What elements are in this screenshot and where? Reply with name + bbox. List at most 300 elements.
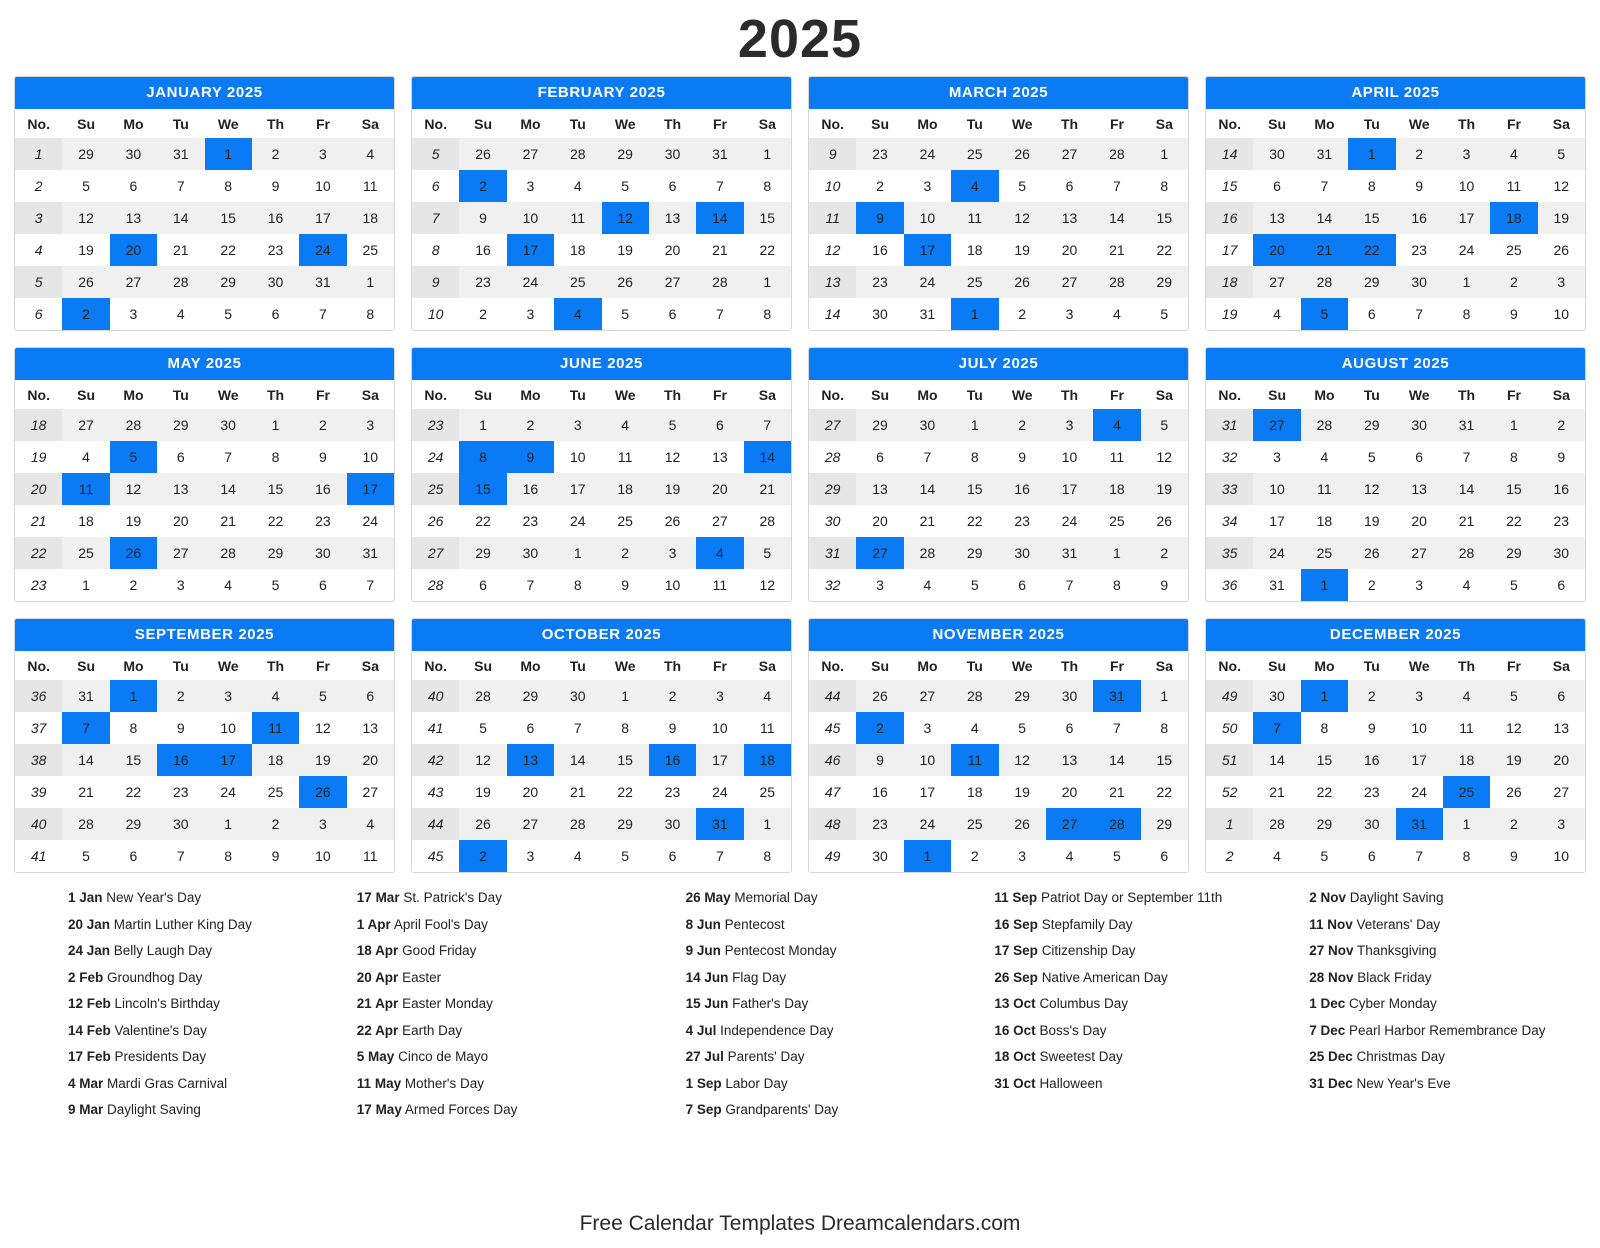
day-cell[interactable]: 1 <box>744 266 791 298</box>
day-cell[interactable]: 19 <box>999 776 1046 808</box>
day-cell[interactable]: 28 <box>554 138 601 170</box>
day-cell[interactable]: 1 <box>951 298 998 330</box>
day-cell[interactable]: 17 <box>904 234 951 266</box>
day-cell[interactable]: 24 <box>1396 776 1443 808</box>
day-cell[interactable]: 2 <box>1348 569 1395 601</box>
day-cell[interactable]: 31 <box>904 298 951 330</box>
day-cell[interactable]: 23 <box>999 505 1046 537</box>
day-cell[interactable]: 24 <box>554 505 601 537</box>
day-cell[interactable]: 18 <box>62 505 109 537</box>
day-cell[interactable]: 30 <box>205 409 252 441</box>
day-cell[interactable]: 2 <box>999 298 1046 330</box>
day-cell[interactable]: 8 <box>1348 170 1395 202</box>
day-cell[interactable]: 24 <box>1253 537 1300 569</box>
day-cell[interactable]: 6 <box>347 680 394 712</box>
day-cell[interactable]: 25 <box>62 537 109 569</box>
day-cell[interactable]: 20 <box>1253 234 1300 266</box>
day-cell[interactable]: 16 <box>649 744 696 776</box>
day-cell[interactable]: 21 <box>744 473 791 505</box>
day-cell[interactable]: 30 <box>649 808 696 840</box>
day-cell[interactable]: 15 <box>951 473 998 505</box>
day-cell[interactable]: 2 <box>1538 409 1585 441</box>
day-cell[interactable]: 8 <box>1301 712 1348 744</box>
day-cell[interactable]: 4 <box>1443 680 1490 712</box>
day-cell[interactable]: 10 <box>1538 840 1585 872</box>
day-cell[interactable]: 5 <box>1093 840 1140 872</box>
day-cell[interactable]: 2 <box>252 138 299 170</box>
day-cell[interactable]: 9 <box>507 441 554 473</box>
day-cell[interactable]: 24 <box>1046 505 1093 537</box>
day-cell[interactable]: 11 <box>347 840 394 872</box>
day-cell[interactable]: 8 <box>744 170 791 202</box>
day-cell[interactable]: 25 <box>951 808 998 840</box>
day-cell[interactable]: 7 <box>1301 170 1348 202</box>
day-cell[interactable]: 26 <box>999 138 1046 170</box>
day-cell[interactable]: 15 <box>110 744 157 776</box>
day-cell[interactable]: 30 <box>299 537 346 569</box>
day-cell[interactable]: 30 <box>1348 808 1395 840</box>
day-cell[interactable]: 20 <box>1396 505 1443 537</box>
day-cell[interactable]: 5 <box>999 712 1046 744</box>
day-cell[interactable]: 23 <box>507 505 554 537</box>
day-cell[interactable]: 1 <box>459 409 506 441</box>
day-cell[interactable]: 28 <box>951 680 998 712</box>
day-cell[interactable]: 3 <box>856 569 903 601</box>
day-cell[interactable]: 28 <box>744 505 791 537</box>
day-cell[interactable]: 7 <box>62 712 109 744</box>
day-cell[interactable]: 3 <box>904 170 951 202</box>
day-cell[interactable]: 9 <box>602 569 649 601</box>
day-cell[interactable]: 12 <box>299 712 346 744</box>
day-cell[interactable]: 15 <box>252 473 299 505</box>
day-cell[interactable]: 17 <box>904 776 951 808</box>
day-cell[interactable]: 14 <box>205 473 252 505</box>
day-cell[interactable]: 12 <box>62 202 109 234</box>
day-cell[interactable]: 26 <box>999 808 1046 840</box>
day-cell[interactable]: 4 <box>602 409 649 441</box>
day-cell[interactable]: 29 <box>205 266 252 298</box>
day-cell[interactable]: 14 <box>744 441 791 473</box>
day-cell[interactable]: 25 <box>1093 505 1140 537</box>
day-cell[interactable]: 27 <box>347 776 394 808</box>
day-cell[interactable]: 13 <box>696 441 743 473</box>
day-cell[interactable]: 31 <box>157 138 204 170</box>
day-cell[interactable]: 3 <box>110 298 157 330</box>
day-cell[interactable]: 27 <box>856 537 903 569</box>
day-cell[interactable]: 21 <box>554 776 601 808</box>
day-cell[interactable]: 2 <box>1490 266 1537 298</box>
day-cell[interactable]: 13 <box>649 202 696 234</box>
day-cell[interactable]: 8 <box>1141 712 1188 744</box>
day-cell[interactable]: 29 <box>602 808 649 840</box>
day-cell[interactable]: 12 <box>999 744 1046 776</box>
day-cell[interactable]: 8 <box>1443 840 1490 872</box>
day-cell[interactable]: 10 <box>904 744 951 776</box>
day-cell[interactable]: 4 <box>554 170 601 202</box>
day-cell[interactable]: 31 <box>1443 409 1490 441</box>
day-cell[interactable]: 7 <box>744 409 791 441</box>
day-cell[interactable]: 10 <box>1253 473 1300 505</box>
day-cell[interactable]: 6 <box>856 441 903 473</box>
day-cell[interactable]: 27 <box>1046 266 1093 298</box>
day-cell[interactable]: 27 <box>696 505 743 537</box>
day-cell[interactable]: 25 <box>951 138 998 170</box>
day-cell[interactable]: 31 <box>696 138 743 170</box>
day-cell[interactable]: 1 <box>904 840 951 872</box>
day-cell[interactable]: 2 <box>602 537 649 569</box>
day-cell[interactable]: 10 <box>299 170 346 202</box>
day-cell[interactable]: 25 <box>1301 537 1348 569</box>
day-cell[interactable]: 18 <box>1490 202 1537 234</box>
day-cell[interactable]: 5 <box>602 170 649 202</box>
day-cell[interactable]: 9 <box>999 441 1046 473</box>
day-cell[interactable]: 7 <box>696 840 743 872</box>
day-cell[interactable]: 28 <box>62 808 109 840</box>
day-cell[interactable]: 31 <box>696 808 743 840</box>
day-cell[interactable]: 29 <box>602 138 649 170</box>
day-cell[interactable]: 6 <box>252 298 299 330</box>
day-cell[interactable]: 5 <box>1141 409 1188 441</box>
day-cell[interactable]: 12 <box>110 473 157 505</box>
day-cell[interactable]: 14 <box>62 744 109 776</box>
day-cell[interactable]: 26 <box>1538 234 1585 266</box>
day-cell[interactable]: 11 <box>744 712 791 744</box>
day-cell[interactable]: 12 <box>1141 441 1188 473</box>
day-cell[interactable]: 5 <box>205 298 252 330</box>
day-cell[interactable]: 29 <box>1348 409 1395 441</box>
day-cell[interactable]: 14 <box>157 202 204 234</box>
day-cell[interactable]: 10 <box>1396 712 1443 744</box>
day-cell[interactable]: 7 <box>507 569 554 601</box>
day-cell[interactable]: 3 <box>649 537 696 569</box>
day-cell[interactable]: 9 <box>1396 170 1443 202</box>
day-cell[interactable]: 7 <box>904 441 951 473</box>
day-cell[interactable]: 5 <box>744 537 791 569</box>
day-cell[interactable]: 5 <box>299 680 346 712</box>
day-cell[interactable]: 11 <box>62 473 109 505</box>
day-cell[interactable]: 23 <box>649 776 696 808</box>
day-cell[interactable]: 31 <box>1301 138 1348 170</box>
day-cell[interactable]: 31 <box>347 537 394 569</box>
day-cell[interactable]: 19 <box>649 473 696 505</box>
day-cell[interactable]: 11 <box>1301 473 1348 505</box>
day-cell[interactable]: 1 <box>1141 138 1188 170</box>
day-cell[interactable]: 8 <box>602 712 649 744</box>
day-cell[interactable]: 29 <box>252 537 299 569</box>
day-cell[interactable]: 1 <box>554 537 601 569</box>
day-cell[interactable]: 2 <box>951 840 998 872</box>
day-cell[interactable]: 1 <box>1301 680 1348 712</box>
day-cell[interactable]: 15 <box>1348 202 1395 234</box>
day-cell[interactable]: 10 <box>1538 298 1585 330</box>
day-cell[interactable]: 2 <box>1396 138 1443 170</box>
day-cell[interactable]: 18 <box>1443 744 1490 776</box>
day-cell[interactable]: 12 <box>1490 712 1537 744</box>
day-cell[interactable]: 28 <box>696 266 743 298</box>
day-cell[interactable]: 2 <box>299 409 346 441</box>
day-cell[interactable]: 22 <box>1301 776 1348 808</box>
day-cell[interactable]: 18 <box>1093 473 1140 505</box>
day-cell[interactable]: 4 <box>62 441 109 473</box>
day-cell[interactable]: 23 <box>1538 505 1585 537</box>
day-cell[interactable]: 9 <box>1490 298 1537 330</box>
day-cell[interactable]: 5 <box>1301 298 1348 330</box>
day-cell[interactable]: 6 <box>1396 441 1443 473</box>
day-cell[interactable]: 18 <box>554 234 601 266</box>
day-cell[interactable]: 8 <box>347 298 394 330</box>
day-cell[interactable]: 6 <box>649 840 696 872</box>
day-cell[interactable]: 27 <box>904 680 951 712</box>
day-cell[interactable]: 29 <box>157 409 204 441</box>
day-cell[interactable]: 26 <box>1348 537 1395 569</box>
day-cell[interactable]: 28 <box>1301 266 1348 298</box>
day-cell[interactable]: 1 <box>744 808 791 840</box>
day-cell[interactable]: 15 <box>1490 473 1537 505</box>
day-cell[interactable]: 4 <box>554 298 601 330</box>
day-cell[interactable]: 24 <box>696 776 743 808</box>
day-cell[interactable]: 25 <box>951 266 998 298</box>
day-cell[interactable]: 21 <box>157 234 204 266</box>
day-cell[interactable]: 4 <box>696 537 743 569</box>
day-cell[interactable]: 28 <box>157 266 204 298</box>
day-cell[interactable]: 16 <box>299 473 346 505</box>
day-cell[interactable]: 6 <box>507 712 554 744</box>
day-cell[interactable]: 7 <box>1046 569 1093 601</box>
day-cell[interactable]: 1 <box>1443 266 1490 298</box>
day-cell[interactable]: 30 <box>649 138 696 170</box>
day-cell[interactable]: 13 <box>347 712 394 744</box>
day-cell[interactable]: 26 <box>999 266 1046 298</box>
day-cell[interactable]: 28 <box>1093 808 1140 840</box>
day-cell[interactable]: 27 <box>1396 537 1443 569</box>
day-cell[interactable]: 16 <box>252 202 299 234</box>
day-cell[interactable]: 4 <box>1443 569 1490 601</box>
day-cell[interactable]: 1 <box>1490 409 1537 441</box>
day-cell[interactable]: 27 <box>1253 266 1300 298</box>
day-cell[interactable]: 6 <box>1348 840 1395 872</box>
day-cell[interactable]: 9 <box>1141 569 1188 601</box>
day-cell[interactable]: 3 <box>205 680 252 712</box>
day-cell[interactable]: 14 <box>904 473 951 505</box>
day-cell[interactable]: 4 <box>1093 298 1140 330</box>
day-cell[interactable]: 10 <box>299 840 346 872</box>
day-cell[interactable]: 19 <box>999 234 1046 266</box>
day-cell[interactable]: 30 <box>157 808 204 840</box>
day-cell[interactable]: 18 <box>252 744 299 776</box>
day-cell[interactable]: 4 <box>1253 298 1300 330</box>
day-cell[interactable]: 25 <box>1490 234 1537 266</box>
day-cell[interactable]: 6 <box>110 840 157 872</box>
day-cell[interactable]: 3 <box>696 680 743 712</box>
day-cell[interactable]: 23 <box>856 808 903 840</box>
day-cell[interactable]: 15 <box>1141 744 1188 776</box>
day-cell[interactable]: 13 <box>507 744 554 776</box>
day-cell[interactable]: 20 <box>1538 744 1585 776</box>
day-cell[interactable]: 2 <box>1141 537 1188 569</box>
day-cell[interactable]: 8 <box>1443 298 1490 330</box>
day-cell[interactable]: 2 <box>856 170 903 202</box>
day-cell[interactable]: 6 <box>649 298 696 330</box>
day-cell[interactable]: 6 <box>1046 712 1093 744</box>
day-cell[interactable]: 22 <box>1490 505 1537 537</box>
day-cell[interactable]: 23 <box>299 505 346 537</box>
day-cell[interactable]: 16 <box>1348 744 1395 776</box>
day-cell[interactable]: 6 <box>110 170 157 202</box>
day-cell[interactable]: 26 <box>110 537 157 569</box>
day-cell[interactable]: 12 <box>1348 473 1395 505</box>
day-cell[interactable]: 7 <box>205 441 252 473</box>
day-cell[interactable]: 28 <box>904 537 951 569</box>
day-cell[interactable]: 5 <box>999 170 1046 202</box>
day-cell[interactable]: 5 <box>1490 569 1537 601</box>
day-cell[interactable]: 14 <box>1093 202 1140 234</box>
day-cell[interactable]: 8 <box>1141 170 1188 202</box>
day-cell[interactable]: 4 <box>252 680 299 712</box>
day-cell[interactable]: 4 <box>347 138 394 170</box>
day-cell[interactable]: 9 <box>252 170 299 202</box>
day-cell[interactable]: 7 <box>1443 441 1490 473</box>
day-cell[interactable]: 15 <box>602 744 649 776</box>
day-cell[interactable]: 30 <box>507 537 554 569</box>
day-cell[interactable]: 2 <box>459 840 506 872</box>
day-cell[interactable]: 18 <box>951 234 998 266</box>
day-cell[interactable]: 30 <box>856 840 903 872</box>
day-cell[interactable]: 26 <box>459 138 506 170</box>
day-cell[interactable]: 12 <box>744 569 791 601</box>
day-cell[interactable]: 16 <box>157 744 204 776</box>
day-cell[interactable]: 15 <box>744 202 791 234</box>
day-cell[interactable]: 21 <box>1093 776 1140 808</box>
day-cell[interactable]: 8 <box>951 441 998 473</box>
day-cell[interactable]: 8 <box>205 170 252 202</box>
day-cell[interactable]: 5 <box>602 298 649 330</box>
day-cell[interactable]: 19 <box>1538 202 1585 234</box>
day-cell[interactable]: 26 <box>649 505 696 537</box>
day-cell[interactable]: 2 <box>252 808 299 840</box>
day-cell[interactable]: 8 <box>110 712 157 744</box>
day-cell[interactable]: 30 <box>1253 138 1300 170</box>
day-cell[interactable]: 30 <box>1538 537 1585 569</box>
day-cell[interactable]: 18 <box>1301 505 1348 537</box>
day-cell[interactable]: 21 <box>904 505 951 537</box>
day-cell[interactable]: 26 <box>62 266 109 298</box>
day-cell[interactable]: 18 <box>602 473 649 505</box>
day-cell[interactable]: 9 <box>856 202 903 234</box>
day-cell[interactable]: 15 <box>459 473 506 505</box>
day-cell[interactable]: 3 <box>299 808 346 840</box>
day-cell[interactable]: 28 <box>554 808 601 840</box>
day-cell[interactable]: 5 <box>1490 680 1537 712</box>
day-cell[interactable]: 17 <box>1046 473 1093 505</box>
day-cell[interactable]: 27 <box>157 537 204 569</box>
day-cell[interactable]: 8 <box>744 298 791 330</box>
day-cell[interactable]: 11 <box>1443 712 1490 744</box>
day-cell[interactable]: 25 <box>347 234 394 266</box>
day-cell[interactable]: 3 <box>299 138 346 170</box>
day-cell[interactable]: 4 <box>744 680 791 712</box>
day-cell[interactable]: 1 <box>1141 680 1188 712</box>
day-cell[interactable]: 14 <box>696 202 743 234</box>
day-cell[interactable]: 26 <box>299 776 346 808</box>
day-cell[interactable]: 24 <box>904 138 951 170</box>
day-cell[interactable]: 29 <box>110 808 157 840</box>
day-cell[interactable]: 11 <box>696 569 743 601</box>
day-cell[interactable]: 12 <box>459 744 506 776</box>
day-cell[interactable]: 11 <box>347 170 394 202</box>
day-cell[interactable]: 11 <box>252 712 299 744</box>
day-cell[interactable]: 17 <box>696 744 743 776</box>
day-cell[interactable]: 10 <box>205 712 252 744</box>
day-cell[interactable]: 19 <box>1348 505 1395 537</box>
day-cell[interactable]: 12 <box>999 202 1046 234</box>
day-cell[interactable]: 1 <box>205 808 252 840</box>
day-cell[interactable]: 3 <box>554 409 601 441</box>
day-cell[interactable]: 17 <box>1253 505 1300 537</box>
day-cell[interactable]: 4 <box>1301 441 1348 473</box>
day-cell[interactable]: 25 <box>252 776 299 808</box>
day-cell[interactable]: 11 <box>951 202 998 234</box>
day-cell[interactable]: 29 <box>459 537 506 569</box>
day-cell[interactable]: 7 <box>1396 298 1443 330</box>
day-cell[interactable]: 6 <box>1538 680 1585 712</box>
day-cell[interactable]: 22 <box>205 234 252 266</box>
day-cell[interactable]: 6 <box>1141 840 1188 872</box>
day-cell[interactable]: 9 <box>1490 840 1537 872</box>
day-cell[interactable]: 27 <box>507 138 554 170</box>
day-cell[interactable]: 9 <box>856 744 903 776</box>
day-cell[interactable]: 13 <box>1046 744 1093 776</box>
day-cell[interactable]: 27 <box>1046 138 1093 170</box>
day-cell[interactable]: 4 <box>1093 409 1140 441</box>
day-cell[interactable]: 12 <box>602 202 649 234</box>
day-cell[interactable]: 18 <box>744 744 791 776</box>
day-cell[interactable]: 31 <box>1046 537 1093 569</box>
day-cell[interactable]: 17 <box>507 234 554 266</box>
day-cell[interactable]: 24 <box>299 234 346 266</box>
day-cell[interactable]: 28 <box>1253 808 1300 840</box>
day-cell[interactable]: 25 <box>554 266 601 298</box>
day-cell[interactable]: 13 <box>1396 473 1443 505</box>
day-cell[interactable]: 20 <box>696 473 743 505</box>
day-cell[interactable]: 7 <box>554 712 601 744</box>
day-cell[interactable]: 25 <box>1443 776 1490 808</box>
day-cell[interactable]: 10 <box>649 569 696 601</box>
day-cell[interactable]: 23 <box>252 234 299 266</box>
day-cell[interactable]: 10 <box>347 441 394 473</box>
day-cell[interactable]: 8 <box>459 441 506 473</box>
day-cell[interactable]: 22 <box>110 776 157 808</box>
day-cell[interactable]: 14 <box>1443 473 1490 505</box>
day-cell[interactable]: 19 <box>1490 744 1537 776</box>
day-cell[interactable]: 7 <box>1396 840 1443 872</box>
day-cell[interactable]: 6 <box>649 170 696 202</box>
day-cell[interactable]: 29 <box>1301 808 1348 840</box>
day-cell[interactable]: 11 <box>1093 441 1140 473</box>
day-cell[interactable]: 29 <box>1141 808 1188 840</box>
day-cell[interactable]: 2 <box>1348 680 1395 712</box>
day-cell[interactable]: 20 <box>507 776 554 808</box>
day-cell[interactable]: 5 <box>602 840 649 872</box>
day-cell[interactable]: 29 <box>1348 266 1395 298</box>
day-cell[interactable]: 14 <box>1253 744 1300 776</box>
day-cell[interactable]: 7 <box>157 840 204 872</box>
day-cell[interactable]: 26 <box>1490 776 1537 808</box>
day-cell[interactable]: 24 <box>507 266 554 298</box>
day-cell[interactable]: 6 <box>459 569 506 601</box>
day-cell[interactable]: 4 <box>951 170 998 202</box>
day-cell[interactable]: 13 <box>856 473 903 505</box>
day-cell[interactable]: 6 <box>1253 170 1300 202</box>
